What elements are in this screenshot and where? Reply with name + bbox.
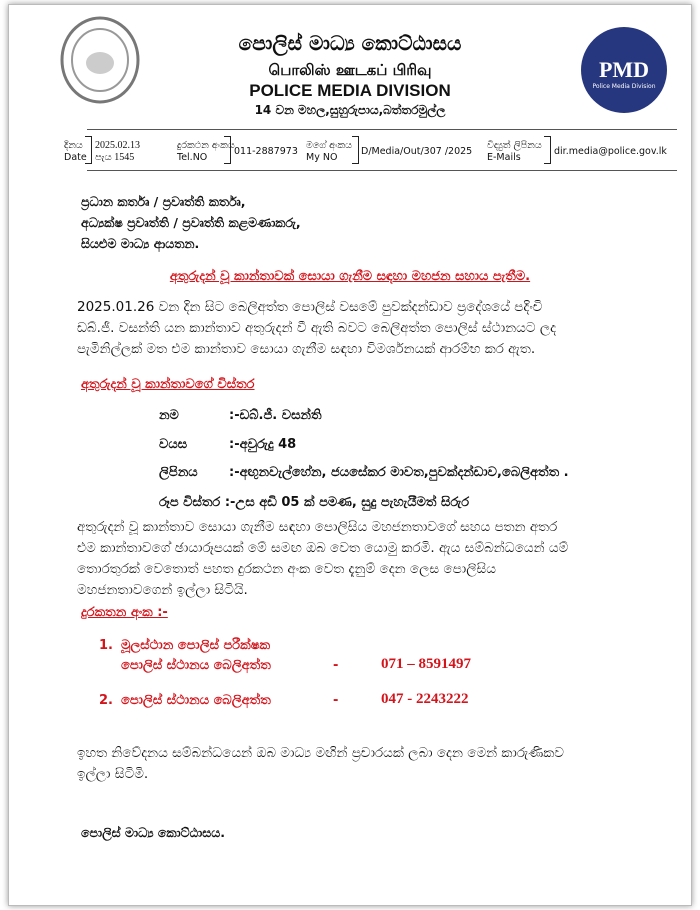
date-value: 2025.02.13 පැය 1545: [95, 140, 140, 163]
address: 14 වන මහල,සුහුරුපාය,බත්තරමුල්ල: [254, 103, 446, 117]
phones-heading: දුරකතන අංක :-: [81, 605, 168, 620]
details-heading: අතුරුදන් වූ කාන්තාවගේ විස්තර: [81, 377, 255, 392]
my-no-label: මගේ අංකය My NO: [306, 140, 352, 163]
tel-value: 011-2887973: [234, 146, 298, 157]
detail-age: වයස :-අවුරුදු 48: [159, 437, 297, 452]
my-no-value: D/Media/Out/307 /2025: [361, 146, 473, 157]
title-tamil: பொலிஸ் ஊடகப் பிரிவு: [268, 61, 432, 79]
detail-address: ලිපිනය :-අඟුනවැල්හේන, ජයසේකර මාවත,පුවක්දන්ඩාව,බෙලිඅත්ත .: [159, 465, 569, 480]
tel-label: දුරකථන අංකය Tel.NO: [177, 140, 235, 163]
detail-name: නම :-ඩබ්.ජී. වසන්ති: [159, 408, 322, 423]
recipients: ප්‍රධාන කර්තෘ / ප්‍රවෘත්ති කර්තෘ, අධ්‍යක්ෂ ප්‍රවෘත්ති / ප්‍රවෘත්ති කළමණාකරු, සියළුම මාධ්‍ය ආයතන.: [81, 194, 301, 251]
pmd-logo: PMD Police Media Division: [581, 27, 667, 113]
paragraph-request: ඉහත නිවේදනය සම්බන්ධයෙන් ඔබ මාධ්‍ය මඟින් ප්‍රචාරයක් ලබා දෙන මෙන් කාරුණිකව ඉල්ලා සිටිමි.: [77, 745, 564, 782]
date-label: දිනය Date: [64, 140, 87, 163]
title-sinhala: පොලිස් මාධ්‍ය කොට්ඨාසය: [238, 31, 462, 55]
document-page: පොලිස් මාධ්‍ය කොට්ඨාසය பொலிஸ் ஊடகப் பிரிவு POLICE MEDIA DIVISION 14 වන මහල,සුහුරුපාය,බත්තරමුල්ල PMD Police Media Division දිනය Date 2025.02.13 පැය 1545 දුරකථන අංකය Tel.NO 011-2887973 මගේ අංකය My NO D/Media/Out/307 /2025 විද්‍යුත් ලිපිනය E-Mails dir.media@police.gov.lk ප්‍රධාන කර්තෘ / ප්‍රවෘත්ති කර්තෘ, අධ්‍යක්ෂ ප්‍රවෘත්ති / ප්‍රවෘත්ති කළමණාකරු, සියළුම මාධ්‍ය ආයතන. අතුරුදන් වූ කාන්තාවක් සොයා ගැනීම සඳහා මහජන සහාය පැතීම. 2025.01.26 වන දින සිට බෙලිඅත්ත පොලිස් වසමේ පුවක්දන්ඩාව ප්‍රදේශයේ පදිංචි ඩබ්.ජී. වසන්ති යන කාන්තාව අතුරුදන් වී ඇති බවට බෙලිඅත්ත පොලිස් ස්ථානයට ලද පැමිනිල්ලක් මත එම කාන්තාව සොයා ගැනීම සඳහා විමර්ශනයක් ආරම්භ කර ඇත. අතුරුදන් වූ කාන්තාවගේ විස්තර නම :-ඩබ්.ජී. වසන්ති වයස :-අවුරුදු 48 ලිපිනය :-අඟුනවැල්හේන, ජයසේකර මාවත,පුවක්දන්ඩාව,බෙලිඅත්ත . රූප විස්තර :-උස අඩි 05 ක් පමණ, සුදු පැහැයීමත් සිරුර අතුරුදන් වූ කාන්තාව සොයා ගැනීම සඳහා පොලිසිය මහජනතාවගේ සහය පතන අතර එම කාන්තාවගේ ඡායාරූපයක් මේ සමඟ ඔබ වෙත යොමු කරමි. ඇය සම්බන්ධයෙන් යම් තොරතුරක් වෙතොත් පහත දුරකථන අංක වෙත දැනුම් දෙන ලෙස පොලිසිය මහජනතාවගෙන් ඉල්ලා සිටියි. දුරකතන අංක :- 1. මූලස්ථාන පොලිස් පරීක්ෂක පොලිස් ස්ථානය බෙලිඅත්ත - 071 – 8591497 2. පොලිස් ස්ථානය බෙලිඅත්ත - 047 - 2243222 ඉහත නිවේදනය සම්බන්ධයෙන් ඔබ මාධ්‍ය මඟින් ප්‍රචාරයක් ලබා දෙන මෙන් කාරුණිකව ඉල්ලා සිටිමි. පොලිස් මාධ්‍ය කොට්ඨාසය.: [8, 4, 692, 906]
signature: පොලිස් මාධ්‍ය කොට්ඨාසය.: [81, 825, 225, 840]
email-label: විද්‍යුත් ලිපිනය E-Mails: [487, 140, 542, 163]
paragraph-intro: 2025.01.26 වන දින සිට බෙලිඅත්ත පොලිස් වසමේ පුවක්දන්ඩාව ප්‍රදේශයේ පදිංචි ඩබ්.ජී. වසන්ති යන කාන්තාව අතුරුදන් වී ඇති බවට බෙලිඅත්ත පොලිස් ස්ථානයට ලද පැමිනිල්ලක් මත එම කාන්තාව සොයා ගැනීම සඳහා විමර්ශනයක් ආරම්භ කර ඇත.: [77, 299, 557, 357]
paragraph-appeal: අතුරුදන් වූ කාන්තාව සොයා ගැනීම සඳහා පොලිසිය මහජනතාවගේ සහය පතන අතර එම කාන්තාවගේ ඡායාරූපයක් මේ සමඟ ඔබ වෙත යොමු කරමි. ඇය සම්බන්ධයෙන් යම් තොරතුරක් වෙතොත් පහත දුරකථන අංක වෙත දැනුම් දෙන ලෙස පොලිසිය මහජනතාවගෙන් ඉල්ලා සිටියි.: [77, 519, 569, 598]
title-english: POLICE MEDIA DIVISION: [249, 81, 451, 100]
email-value: dir.media@police.gov.lk: [554, 146, 667, 157]
subject: අතුරුදන් වූ කාන්තාවක් සොයා ගැනීම සඳහා මහජන සහාය පැතීම.: [169, 269, 531, 284]
detail-description: රූප විස්තර :-උස අඩි 05 ක් පමණ, සුදු පැහැයීමත් සිරුර: [159, 495, 470, 510]
